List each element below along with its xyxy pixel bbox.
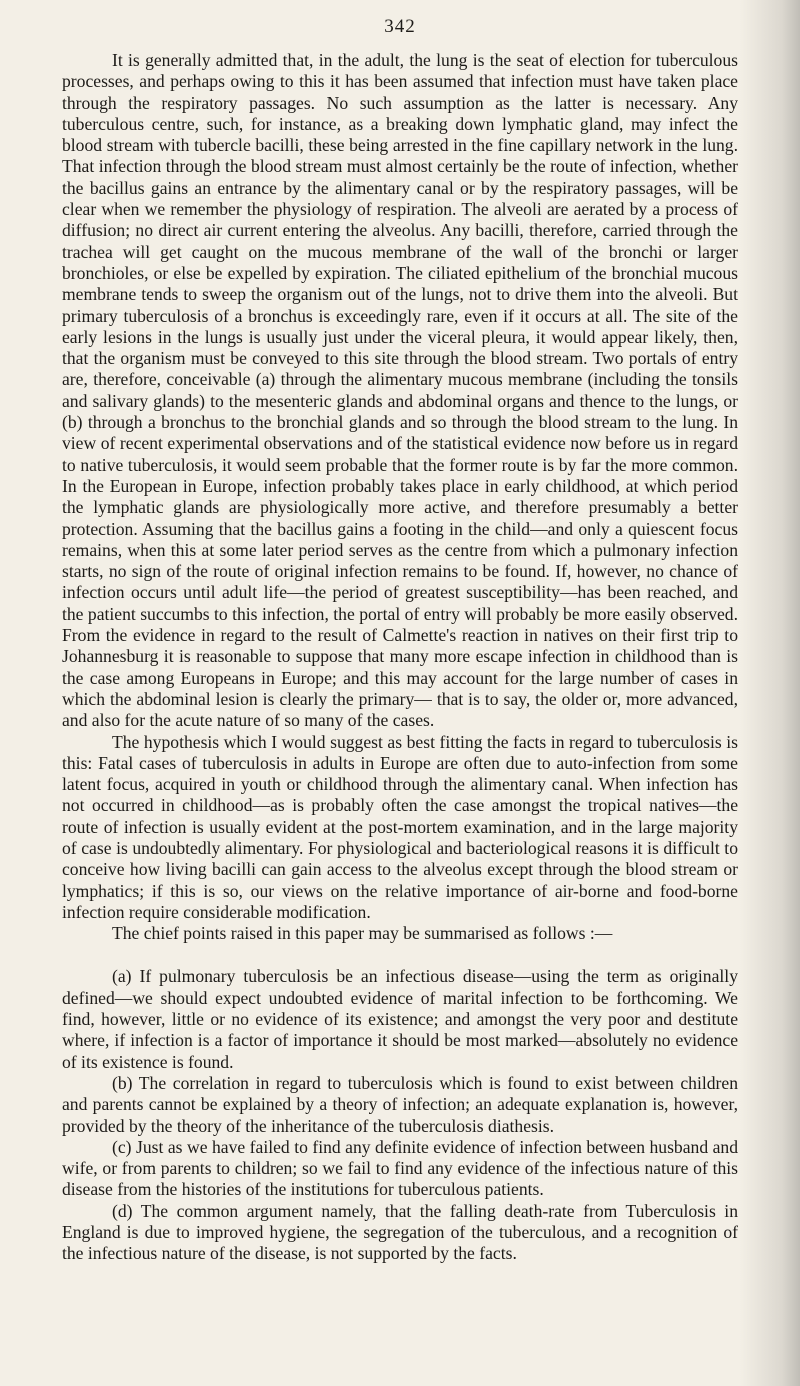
summary-intro: The chief points raised in this paper may be summarised as follows :—: [112, 923, 613, 944]
page-number: 342: [384, 16, 416, 37]
page-edge-shadow: [740, 0, 800, 1386]
summary-item-a: (a) If pulmonary tuberculosis be an infectious disease—using the term as originally defined—we should expect undoubted evidence of marital infection to be forthcoming. We find, however, little or no evidence of its existence; and amongst the very poor and destitute where, if infection is a factor of importance it should be most marked—absolutely no evidence of its existence is found.: [62, 966, 738, 1072]
summary-item-b: (b) The correlation in regard to tuberculosis which is found to exist between children and parents cannot be explained by a theory of infection; an adequate explanation is, however, provided by the theory of the inheritance of the tuberculosis diathesis.: [62, 1072, 738, 1136]
summary-item-c: (c) Just as we have failed to find any definite evidence of infection between husband and wife, or from parents to children; so we fail to find any evidence of the infectious nature of this disease from the histories of the institutions for tuberculous patients.: [62, 1136, 738, 1200]
body-paragraph-1: It is generally admitted that, in the adult, the lung is the seat of election for tuberculous processes, and perhaps owing to this it has been assumed that infection must have taken place through the respiratory passages. No such assumption as the latter is necessary. Any tuberculous centre, such, for instance, as a breaking down lymphatic gland, may infect the blood stream with tubercle bacilli, these being arrested in the fine capillary network in the lung. That infection through the blood stream must almost certainly be the route of infection, whether the bacillus gains an entrance by the alimentary canal or by the respiratory passages, will be clear when we remember the physiology of respiration. The alveoli are aerated by a process of diffusion; no direct air current entering the alveolus. Any bacilli, therefore, carried through the trachea will get caught on the mucous membrane of the wall of the bronchi or larger bronchioles, or else be expelled by expiration. The ciliated epithelium of the bronchial mucous membrane tends to sweep the organism out of the lungs, not to drive them into the alveoli. But primary tuberculosis of a bronchus is exceedingly rare, even if it occurs at all. The site of the early lesions in the lungs is usually just under the viceral pleura, it would appear likely, then, that the organism must be conveyed to this site through the blood stream. Two portals of entry are, therefore, conceivable (a) through the alimentary mucous membrane (including the tonsils and salivary glands) to the mesenteric glands and abdominal organs and thence to the lungs, or (b) through a bronchus to the bronchial glands and so through the blood stream to the lung. In view of recent experimental observations and of the statistical evidence now before us in regard to native tuberculosis, it would seem probable that the former route is by far the more common. In the European in Europe, infection probably takes place in early childhood, at which period the lymphatic glands are physiologically more active, and therefore presumably a better protection. Assuming that the bacillus gains a footing in the child—and only a quiescent focus remains, when this at some later period serves as the centre from which a pulmonary infection starts, no sign of the route of original infection remains to be found. If, however, no chance of infection occurs until adult life—the period of greatest susceptibility—has been reached, and the patient succumbs to this infection, the portal of entry will probably be more easily observed. From the evidence in regard to the result of Calmette's reaction in natives on their first trip to Johannesburg it is reasonable to suppose that many more escape infection in childhood than is the case among Europeans in Europe; and this may account for the large number of cases in which the abdominal lesion is clearly the primary— that is to say, the older or, more advanced, and also for the acute nature of so many of the cases.: [62, 50, 738, 731]
body-paragraph-2: The hypothesis which I would suggest as best fitting the facts in regard to tuberculosis is this: Fatal cases of tuberculosis in adults in Europe are often due to auto-infection from some latent focus, acquired in youth or childhood through the alimentary canal. When infection has not occurred in childhood—as is probably often the case amongst the tropical natives—the route of infection is usually evident at the post-mortem examination, and in the large majority of case is undoubtedly alimentary. For physiological and bacteriological reasons it is difficult to conceive how living bacilli can gain access to the alveolus except through the blood stream or lymphatics; if this is so, our views on the relative importance of air-borne and food-borne infection require considerable modification.: [62, 731, 738, 922]
summary-item-d: (d) The common argument namely, that the falling death-rate from Tuberculosis in England is due to improved hygiene, the segregation of the tuberculous, and a recognition of the infectious nature of the disease, is not supported by the facts.: [62, 1200, 738, 1264]
page-body: [62, 50, 738, 1265]
